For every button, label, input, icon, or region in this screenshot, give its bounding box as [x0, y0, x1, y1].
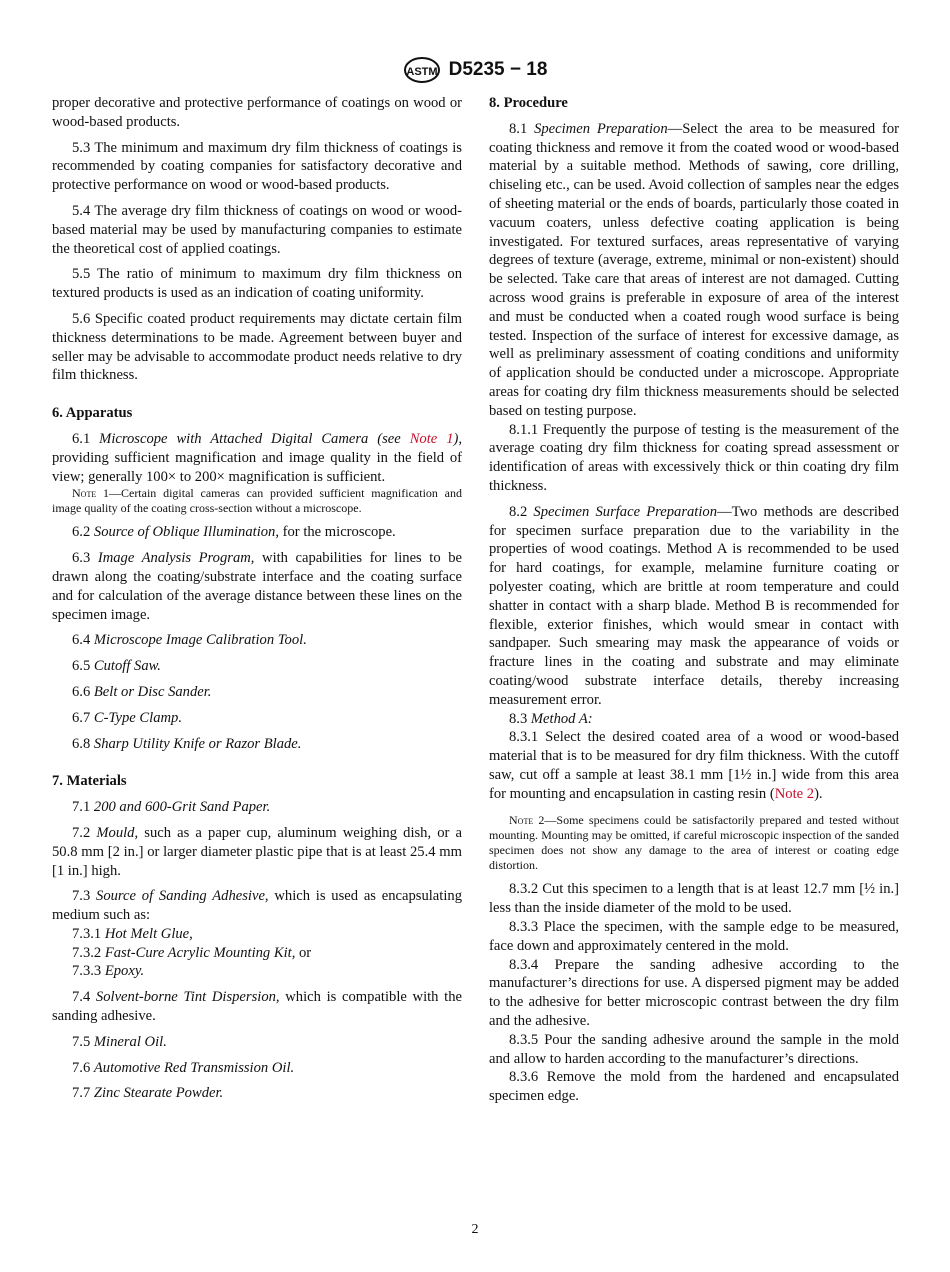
- text-run: 7.3: [72, 888, 97, 905]
- text-run: Specimen Surface Preparation: [533, 503, 718, 520]
- text-run: 6. Apparatus: [52, 405, 133, 422]
- text-run: 8.3.6 Remove the mold from the hardened and encapsulated specimen edge.: [489, 1069, 899, 1105]
- text-run: Image Analysis Program,: [97, 550, 255, 567]
- text-run: for the microscope.: [279, 524, 396, 541]
- text-run: Fast-Cure Acrylic Mounting Kit,: [104, 944, 296, 961]
- paragraph: [489, 1031, 899, 1069]
- page-header: [0, 56, 950, 84]
- text-run: 8.3.2 Cut this specimen to a length that is at least 12.7 mm [½ in.] less than the inside diameter of the mold to be used.: [489, 881, 899, 917]
- text-run: 8.2: [509, 503, 534, 520]
- text-run: 8.1.1 Frequently the purpose of testing is the measurement of the average coating dry film thickness for coating spread assessment or identification of areas with excessively thick or thin coating dry film thickness.: [489, 421, 899, 494]
- paragraph: [52, 1084, 462, 1103]
- paragraph: [52, 925, 462, 944]
- left-column: [52, 94, 462, 1110]
- paragraph: [489, 421, 899, 496]
- text-run: Cutoff Saw.: [93, 658, 161, 675]
- note-link[interactable]: Note 2: [774, 785, 815, 802]
- text-run: or: [295, 944, 312, 961]
- text-run: 7.3.2: [72, 944, 105, 961]
- paragraph: [52, 962, 462, 981]
- paragraph: [52, 824, 462, 880]
- text-run: 8.3: [509, 710, 531, 727]
- text-run: 7.3.3: [72, 963, 105, 980]
- paragraph: [489, 918, 899, 956]
- paragraph: [52, 631, 462, 650]
- paragraph: [52, 430, 462, 486]
- paragraph: [52, 709, 462, 728]
- paragraph: [489, 120, 899, 421]
- text-run: 6.8: [72, 735, 94, 752]
- text-run: 5.6 Specific coated product requirements may dictate certain film thickness determinations to be made. Agreement between buyer and seller may be advisable to accommodate product needs relative to dry film thickness.: [52, 310, 462, 384]
- text-run: ),: [453, 430, 463, 447]
- text-run: 5.4 The average dry film thickness of coatings on wood or wood-based material may be used by manufacturing companies to estimate the theoretical cost of applied coatings.: [52, 202, 462, 257]
- text-run: 7.2: [72, 824, 97, 841]
- paragraph: [52, 94, 462, 132]
- text-run: Mineral Oil.: [93, 1033, 167, 1050]
- text-run: 6.6: [72, 683, 94, 700]
- text-run: Specimen Preparation: [534, 120, 668, 137]
- note-paragraph: [489, 813, 899, 873]
- text-run: Microscope with Attached Digital Camera (see: [99, 430, 410, 447]
- right-column: [489, 94, 899, 1113]
- text-run: Mould,: [96, 824, 139, 841]
- text-run: Microscope Image Calibration Tool.: [93, 632, 307, 649]
- note-link[interactable]: Note 1: [409, 430, 454, 447]
- text-run: 8.3.4 Prepare the sanding adhesive according to the manufacturer’s directions for use. A dispersed pigment may be added to the adhesive for better microscopic contrast between the dry film and the adhesive.: [489, 956, 899, 1030]
- document-id: D5235 − 18: [448, 59, 548, 80]
- text-run: 5.5 The ratio of minimum to maximum dry film thickness on textured products is used as an indication of coating uniformity.: [52, 266, 462, 302]
- paragraph: [52, 139, 462, 195]
- text-run: 8.3.5 Pour the sanding adhesive around the sample in the mold and allow to harden according to the manufacturer’s directions.: [489, 1031, 899, 1067]
- text-run: Zinc Stearate Powder.: [93, 1085, 224, 1102]
- note-label: Note: [509, 813, 534, 828]
- text-run: proper decorative and protective performance of coatings on wood or wood-based products.: [52, 95, 462, 130]
- text-run: 7.7: [72, 1085, 94, 1102]
- text-run: 8.3.1 Select the desired coated area of a wood or wood-based material that is to be measured for dry film thickness. With the cutoff saw, cut off a sample at least 38.1 mm [1½ in.] wide from this area for mounting and encapsulation in casting resin (: [489, 729, 899, 802]
- section-heading: [489, 94, 899, 113]
- text-run: 6.4: [72, 632, 94, 649]
- paragraph: [52, 735, 462, 754]
- text-run: 6.5: [72, 658, 94, 675]
- text-run: such as a paper cup, aluminum weighing dish, or a 50.8 mm [2 in.] or larger diameter plastic pipe that is at least 25.4 mm [1 in.] high.: [52, 824, 462, 879]
- text-run: 7. Materials: [52, 773, 127, 790]
- text-run: —Select the area to be measured for coating thickness and remove it from the coated wood or wood-based material by a suitable method. Methods of sawing, core drilling, chiseling etc., can be used. Avoid collection of samples near the edges of sheeting material or the ends of boards, particularly those coated in vacuum coaters, unless defective coating application is being investigated. For textured surfaces, areas representative of varying degrees of texture (average, extreme, minimal or non-existent) should be selected. Take care that areas of interest are not damaged. Cutting across wood grains is preferable in exposure of area of the interest and must be conducted when a coated rough wood surface is being tested. Inspection of the surface of interest for excessive damage, as well as preliminary assessment of coating conditions and uniformity of application should be conducted under a microscope. Appropriate areas for coating dry film thickness measurements should be selected based on testing purpose.: [489, 120, 900, 419]
- text-run: 5.3 The minimum and maximum dry film thickness of coatings is recommended by coating companies for satisfactory decorative and protective performance on wood or wood-based products.: [52, 139, 462, 194]
- section-heading: [52, 404, 462, 423]
- text-run: 7.4: [72, 989, 96, 1006]
- section-heading: [52, 772, 462, 791]
- text-run: 7.3.1: [72, 925, 105, 942]
- paragraph: [52, 310, 462, 385]
- text-run: Automotive Red Transmission Oil.: [93, 1059, 295, 1076]
- paragraph: [52, 1033, 462, 1052]
- text-run: 7.5: [72, 1033, 94, 1050]
- text-run: 7.6: [72, 1059, 94, 1076]
- paragraph: [52, 1059, 462, 1078]
- paragraph: [489, 880, 899, 918]
- paragraph: [52, 657, 462, 676]
- paragraph: [52, 202, 462, 258]
- text-run: 8.1: [509, 120, 535, 137]
- paragraph: [52, 265, 462, 303]
- paragraph: [52, 549, 462, 624]
- text-run: Method A:: [530, 710, 593, 727]
- text-run: which is used as encapsulating medium such as:: [52, 888, 462, 924]
- note-paragraph: [52, 486, 462, 516]
- text-run: Hot Melt Glue,: [104, 925, 193, 942]
- paragraph: [52, 523, 462, 542]
- text-run: C-Type Clamp.: [93, 709, 182, 726]
- paragraph: [52, 887, 462, 925]
- text-run: with capabilities for lines to be drawn along the coating/substrate interface and the coating surface and for calculation of the average distance between these lines on the specimen image.: [52, 550, 463, 623]
- paragraph: [52, 944, 462, 963]
- svg-text:ASTM: ASTM: [406, 66, 438, 78]
- paragraph: [489, 728, 899, 803]
- text-run: Belt or Disc Sander.: [93, 683, 212, 700]
- paragraph: [52, 988, 462, 1026]
- text-run: ).: [814, 785, 823, 802]
- text-run: 1—Certain digital cameras can provided sufficient magnification and image quality of the coating cross-section without a microscope.: [52, 486, 462, 516]
- paragraph: [52, 798, 462, 817]
- astm-logo-icon: [403, 56, 441, 84]
- text-run: Source of Sanding Adhesive,: [96, 888, 269, 905]
- text-run: 200 and 600-Grit Sand Paper.: [93, 799, 271, 816]
- paragraph: [52, 683, 462, 702]
- text-run: Source of Oblique Illumination,: [93, 524, 279, 541]
- text-run: 6.3: [72, 550, 98, 567]
- text-run: 7.1: [72, 799, 94, 816]
- text-run: Solvent-borne Tint Dispersion,: [95, 989, 280, 1006]
- page-number: 2: [471, 1222, 479, 1237]
- text-run: Epoxy.: [104, 963, 145, 980]
- paragraph: [489, 503, 899, 710]
- note-label: Note: [72, 486, 97, 501]
- text-run: 6.7: [72, 709, 94, 726]
- text-run: providing sufficient magnification and image quality in the field of view; generally 100× to 200× magnification is sufficient.: [52, 449, 462, 485]
- text-run: —Two methods are described for specimen surface preparation due to the variability in the properties of wood coatings. Method A is recommended to be used for hard coatings, for example, melamine furniture coating or polyester coating, which are brittle at room temperature and could shatter in contact with a sharp blade. Method B is recommended for flexible, exterior finishes, which would smear in contact with sandpaper. Such smearing may mask the appearance of voids or fracture lines in the coating and substrate and may eliminate coating/wood substrate interface details, thereby increasing measurement error.: [489, 503, 899, 708]
- paragraph: [489, 956, 899, 1031]
- text-run: 6.1: [72, 430, 100, 447]
- text-run: 8.3.3 Place the specimen, with the sample edge to be measured, face down and approximately centered in the mold.: [489, 919, 899, 954]
- text-run: Sharp Utility Knife or Razor Blade.: [93, 735, 302, 752]
- text-run: 8. Procedure: [489, 95, 568, 111]
- paragraph: [489, 710, 899, 729]
- text-run: which is compatible with the sanding adhesive.: [52, 989, 462, 1025]
- text-run: 2—Some specimens could be satisfactorily prepared and tested without mounting. Mounting may be omitted, if careful microscopic inspection of the sanded specimen does not show any damage to the area of interest or coating edge distortion.: [489, 813, 899, 873]
- text-run: 6.2: [72, 524, 94, 541]
- paragraph: [489, 1068, 899, 1106]
